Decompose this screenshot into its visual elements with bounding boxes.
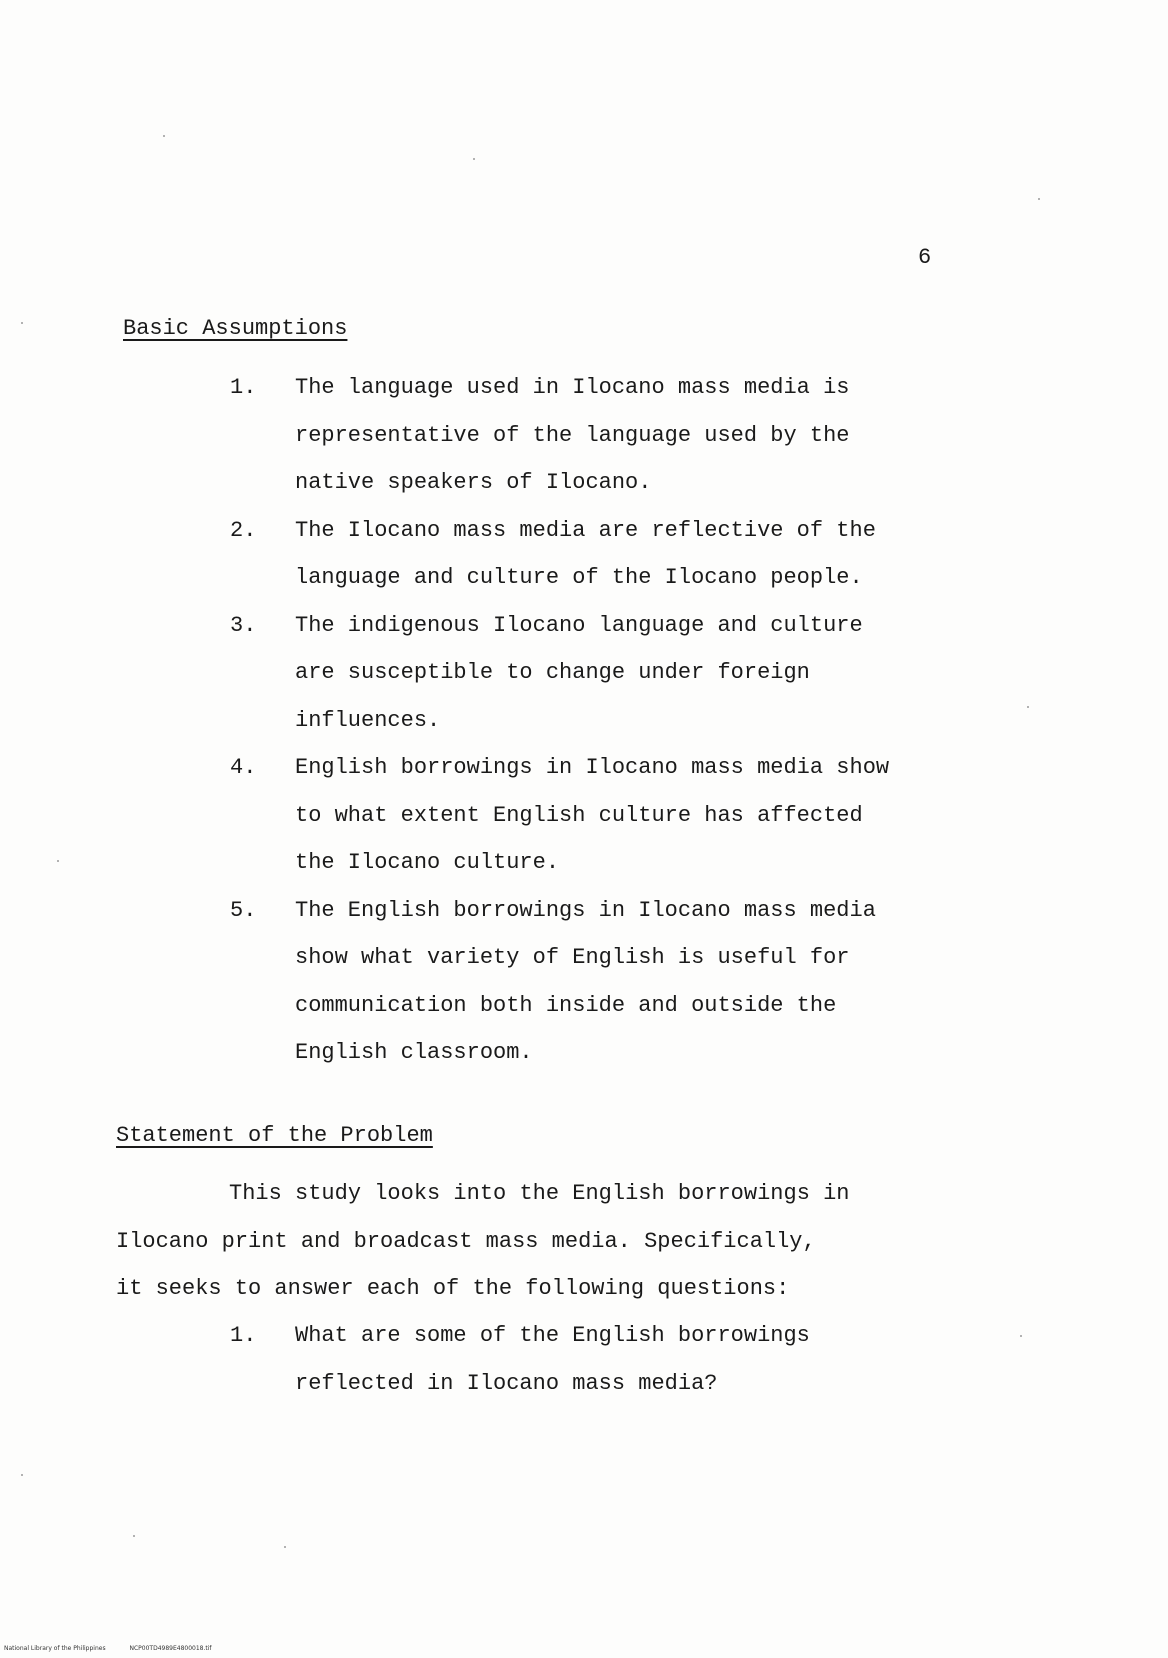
section-heading-statement-of-problem: Statement of the Problem: [116, 1123, 433, 1148]
text-line: representative of the language used by the: [295, 422, 850, 448]
text-line: This study looks into the English borrowings in: [229, 1181, 850, 1206]
text-line: language and culture of the Ilocano people.: [295, 565, 863, 590]
text-line: What are some of the English borrowings: [295, 1323, 810, 1348]
scan-speck: [21, 322, 23, 324]
scan-speck: [1038, 198, 1040, 200]
list-item: [230, 364, 889, 507]
problem-questions-list: [230, 1312, 810, 1407]
text-line: influences.: [295, 707, 441, 733]
problem-paragraph: [116, 1170, 850, 1313]
text-line: The language used in Ilocano mass media is: [295, 375, 850, 400]
scan-speck: [1027, 706, 1029, 708]
list-item: [230, 744, 889, 887]
text-line: it seeks to answer each of the following questions:: [116, 1276, 790, 1301]
text-line: are susceptible to change under foreign: [295, 660, 810, 685]
text-line: The Ilocano mass media are reflective of the: [295, 517, 876, 543]
text-line: show what variety of English is useful for: [295, 945, 850, 970]
item-number: 1.: [230, 375, 257, 400]
item-number: 1.: [230, 1323, 257, 1348]
scan-speck: [163, 135, 165, 137]
text-line: English borrowings in Ilocano mass media show: [295, 755, 890, 780]
text-line: The English borrowings in Ilocano mass media: [295, 897, 876, 923]
basic-assumptions-list: [230, 364, 889, 1077]
scan-footer-stamp: [4, 1645, 234, 1652]
item-number: 4.: [230, 755, 257, 780]
text-line: native speakers of Ilocano.: [295, 470, 652, 495]
file-id-label: NCP00TD4989E4800018.tif: [129, 1645, 212, 1652]
list-item: [230, 507, 889, 602]
scan-speck: [57, 860, 59, 862]
item-number: 5.: [230, 897, 257, 923]
page-number: 6: [918, 245, 932, 270]
list-item: [230, 1312, 810, 1407]
text-line: reflected in Ilocano mass media?: [295, 1370, 718, 1396]
scan-speck: [133, 1535, 135, 1537]
scan-speck: [284, 1546, 286, 1548]
text-line: English classroom.: [295, 1040, 533, 1065]
scan-speck: [1020, 1335, 1022, 1337]
text-line: to what extent English culture has affected: [295, 802, 863, 828]
text-line: The indigenous Ilocano language and culture: [295, 612, 863, 638]
list-item: [230, 887, 889, 1077]
library-label: National Library of the Philippines: [4, 1645, 106, 1652]
scan-speck: [473, 158, 475, 160]
text-line: the Ilocano culture.: [295, 850, 560, 875]
text-line: communication both inside and outside the: [295, 992, 837, 1018]
item-number: 2.: [230, 517, 257, 543]
section-heading-basic-assumptions: Basic Assumptions: [123, 316, 348, 341]
scan-speck: [21, 1474, 23, 1476]
text-line: Ilocano print and broadcast mass media. Specifically,: [116, 1228, 816, 1254]
item-number: 3.: [230, 612, 257, 638]
list-item: [230, 602, 889, 745]
